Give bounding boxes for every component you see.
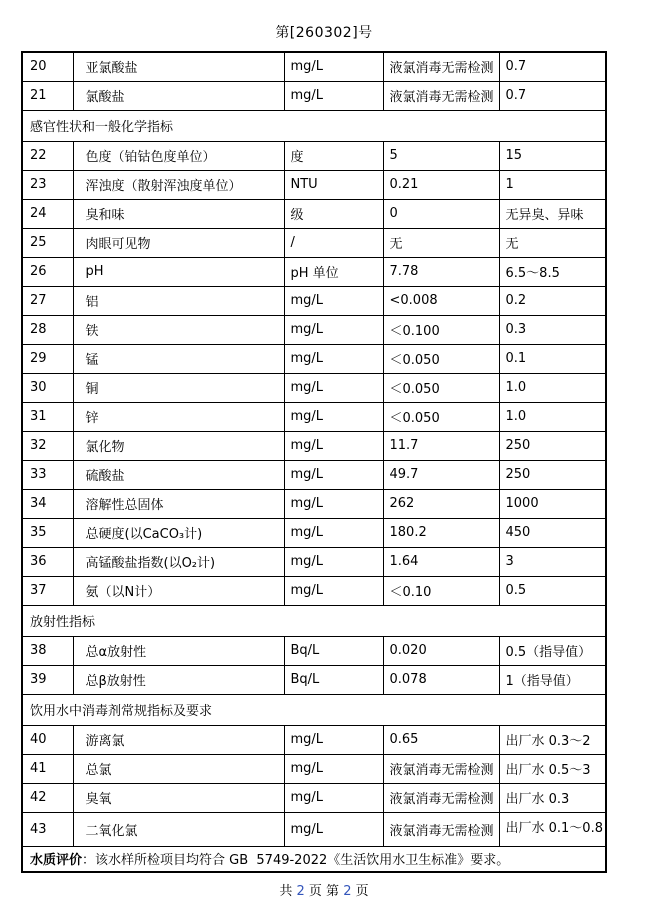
- unit-cell: 级: [284, 199, 383, 228]
- table-row: [22, 199, 606, 228]
- table-row: [22, 344, 606, 373]
- table-row: [22, 812, 606, 846]
- unit-cell: Bq/L: [284, 636, 383, 665]
- unit-cell: mg/L: [284, 431, 383, 460]
- indicator-name-cell: 高锰酸盐指数(以O₂计): [73, 547, 284, 576]
- evaluation-text: ：该水样所检项目均符合 GB 5749-2022《生活饮用水卫生标准》要求。: [82, 853, 510, 869]
- table-row: [22, 460, 606, 489]
- unit-cell: mg/L: [284, 812, 383, 846]
- row-number-cell: 32: [22, 431, 73, 460]
- measured-value-cell: 无: [383, 228, 499, 257]
- table-row: [22, 286, 606, 315]
- unit-cell: NTU: [284, 170, 383, 199]
- limit-value-cell: 1.0: [499, 402, 606, 431]
- row-number-cell: 31: [22, 402, 73, 431]
- limit-value-cell: 0.5（指导值）: [499, 636, 606, 665]
- measured-value-cell: 180.2: [383, 518, 499, 547]
- footer-total-pages: 2: [296, 884, 305, 899]
- measured-value-cell: 49.7: [383, 460, 499, 489]
- footer-pages-suffix: 页: [355, 884, 369, 899]
- row-number-cell: 40: [22, 725, 73, 754]
- measured-value-cell: 0: [383, 199, 499, 228]
- limit-value-cell: 450: [499, 518, 606, 547]
- table-row: [22, 315, 606, 344]
- footer-pages-prefix: 共: [279, 884, 293, 899]
- unit-cell: mg/L: [284, 754, 383, 783]
- limit-value-cell: 出厂水 0.1～0.8: [499, 812, 606, 846]
- unit-cell: Bq/L: [284, 665, 383, 694]
- indicator-name-cell: 游离氯: [73, 725, 284, 754]
- limit-value-cell: 0.7: [499, 81, 606, 110]
- measured-value-cell: 液氯消毒无需检测: [383, 52, 499, 81]
- measured-value-cell: 7.78: [383, 257, 499, 286]
- indicator-name-cell: pH: [73, 257, 284, 286]
- limit-value-cell: 1: [499, 170, 606, 199]
- measured-value-cell: <0.008: [383, 286, 499, 315]
- row-number-cell: 38: [22, 636, 73, 665]
- evaluation-label: 水质评价: [30, 853, 83, 869]
- footer-current-page: 2: [343, 884, 352, 899]
- evaluation-cell: [22, 846, 606, 872]
- section-header-row: [22, 110, 606, 141]
- limit-value-cell: 出厂水 0.3～2: [499, 725, 606, 754]
- indicator-name-cell: 臭和味: [73, 199, 284, 228]
- row-number-cell: 34: [22, 489, 73, 518]
- evaluation-row: [22, 846, 606, 872]
- row-number-cell: 29: [22, 344, 73, 373]
- row-number-cell: 27: [22, 286, 73, 315]
- table-row: [22, 170, 606, 199]
- indicator-name-cell: 氨（以N计）: [73, 576, 284, 605]
- row-number-cell: 35: [22, 518, 73, 547]
- row-number-cell: 36: [22, 547, 73, 576]
- table-row: [22, 754, 606, 783]
- table-row: [22, 518, 606, 547]
- table-row: [22, 725, 606, 754]
- unit-cell: mg/L: [284, 286, 383, 315]
- row-number-cell: 39: [22, 665, 73, 694]
- row-number-cell: 22: [22, 141, 73, 170]
- row-number-cell: 30: [22, 373, 73, 402]
- measured-value-cell: 液氯消毒无需检测: [383, 783, 499, 812]
- water-quality-table: [21, 51, 607, 873]
- indicator-name-cell: 硫酸盐: [73, 460, 284, 489]
- limit-value-cell: 0.1: [499, 344, 606, 373]
- table-row: [22, 228, 606, 257]
- row-number-cell: 37: [22, 576, 73, 605]
- unit-cell: mg/L: [284, 518, 383, 547]
- unit-cell: mg/L: [284, 783, 383, 812]
- row-number-cell: 41: [22, 754, 73, 783]
- table-row: [22, 665, 606, 694]
- limit-value-cell: 0.3: [499, 315, 606, 344]
- table-row: [22, 636, 606, 665]
- indicator-name-cell: 氯化物: [73, 431, 284, 460]
- row-number-cell: 20: [22, 52, 73, 81]
- limit-value-cell: 6.5～8.5: [499, 257, 606, 286]
- indicator-name-cell: 铁: [73, 315, 284, 344]
- limit-value-cell: 出厂水 0.5～3: [499, 754, 606, 783]
- limit-value-cell: 0.7: [499, 52, 606, 81]
- table-row: [22, 783, 606, 812]
- measured-value-cell: 1.64: [383, 547, 499, 576]
- limit-value-cell: 250: [499, 460, 606, 489]
- indicator-name-cell: 氯酸盐: [73, 81, 284, 110]
- unit-cell: mg/L: [284, 373, 383, 402]
- table-row: [22, 52, 606, 81]
- page-footer: [0, 880, 648, 899]
- row-number-cell: 23: [22, 170, 73, 199]
- indicator-name-cell: 锌: [73, 402, 284, 431]
- table-row: [22, 373, 606, 402]
- table-row: [22, 81, 606, 110]
- table-row: [22, 257, 606, 286]
- indicator-name-cell: 二氧化氯: [73, 812, 284, 846]
- row-number-cell: 28: [22, 315, 73, 344]
- section-header-label: 感官性状和一般化学指标: [22, 110, 606, 141]
- unit-cell: mg/L: [284, 315, 383, 344]
- indicator-name-cell: 总氯: [73, 754, 284, 783]
- indicator-name-cell: 总α放射性: [73, 636, 284, 665]
- measured-value-cell: 5: [383, 141, 499, 170]
- section-header-row: [22, 694, 606, 725]
- limit-value-cell: 3: [499, 547, 606, 576]
- table-row: [22, 141, 606, 170]
- indicator-name-cell: 溶解性总固体: [73, 489, 284, 518]
- measured-value-cell: 0.65: [383, 725, 499, 754]
- limit-value-cell: 0.2: [499, 286, 606, 315]
- limit-value-cell: 0.5: [499, 576, 606, 605]
- unit-cell: /: [284, 228, 383, 257]
- limit-value-cell: 1000: [499, 489, 606, 518]
- measured-value-cell: 0.020: [383, 636, 499, 665]
- indicator-name-cell: 铜: [73, 373, 284, 402]
- measured-value-cell: ＜0.050: [383, 373, 499, 402]
- table-row: [22, 431, 606, 460]
- limit-value-cell: 无异臭、异味: [499, 199, 606, 228]
- measured-value-cell: 0.21: [383, 170, 499, 199]
- unit-cell: mg/L: [284, 576, 383, 605]
- row-number-cell: 26: [22, 257, 73, 286]
- indicator-name-cell: 锰: [73, 344, 284, 373]
- limit-value-cell: 250: [499, 431, 606, 460]
- unit-cell: mg/L: [284, 52, 383, 81]
- row-number-cell: 42: [22, 783, 73, 812]
- measured-value-cell: 262: [383, 489, 499, 518]
- limit-value-cell: 出厂水 0.3: [499, 783, 606, 812]
- row-number-cell: 43: [22, 812, 73, 846]
- limit-value-cell: 无: [499, 228, 606, 257]
- unit-cell: mg/L: [284, 489, 383, 518]
- section-header-label: 饮用水中消毒剂常规指标及要求: [22, 694, 606, 725]
- indicator-name-cell: 总β放射性: [73, 665, 284, 694]
- indicator-name-cell: 浑浊度（散射浑浊度单位）: [73, 170, 284, 199]
- indicator-name-cell: 亚氯酸盐: [73, 52, 284, 81]
- section-header-label: 放射性指标: [22, 605, 606, 636]
- footer-pages-mid: 页 第: [308, 884, 340, 899]
- unit-cell: mg/L: [284, 81, 383, 110]
- unit-cell: pH 单位: [284, 257, 383, 286]
- row-number-cell: 25: [22, 228, 73, 257]
- table-row: [22, 489, 606, 518]
- measured-value-cell: 0.078: [383, 665, 499, 694]
- indicator-name-cell: 臭氧: [73, 783, 284, 812]
- measured-value-cell: 液氯消毒无需检测: [383, 754, 499, 783]
- section-header-row: [22, 605, 606, 636]
- limit-value-cell: 1（指导值）: [499, 665, 606, 694]
- indicator-name-cell: 肉眼可见物: [73, 228, 284, 257]
- measured-value-cell: ＜0.10: [383, 576, 499, 605]
- measured-value-cell: 液氯消毒无需检测: [383, 81, 499, 110]
- unit-cell: mg/L: [284, 460, 383, 489]
- indicator-name-cell: 总硬度(以CaCO₃计): [73, 518, 284, 547]
- row-number-cell: 24: [22, 199, 73, 228]
- table-row: [22, 402, 606, 431]
- indicator-name-cell: 色度（铂钴色度单位）: [73, 141, 284, 170]
- indicator-name-cell: 铝: [73, 286, 284, 315]
- table-row: [22, 547, 606, 576]
- row-number-cell: 33: [22, 460, 73, 489]
- unit-cell: 度: [284, 141, 383, 170]
- row-number-cell: 21: [22, 81, 73, 110]
- unit-cell: mg/L: [284, 547, 383, 576]
- unit-cell: mg/L: [284, 725, 383, 754]
- measured-value-cell: ＜0.100: [383, 315, 499, 344]
- measured-value-cell: ＜0.050: [383, 402, 499, 431]
- limit-value-cell: 1.0: [499, 373, 606, 402]
- limit-value-cell: 15: [499, 141, 606, 170]
- unit-cell: mg/L: [284, 402, 383, 431]
- measured-value-cell: 液氯消毒无需检测: [383, 812, 499, 846]
- unit-cell: mg/L: [284, 344, 383, 373]
- table-row: [22, 576, 606, 605]
- report-number-title: 第[260302]号: [275, 25, 373, 41]
- measured-value-cell: ＜0.050: [383, 344, 499, 373]
- measured-value-cell: 11.7: [383, 431, 499, 460]
